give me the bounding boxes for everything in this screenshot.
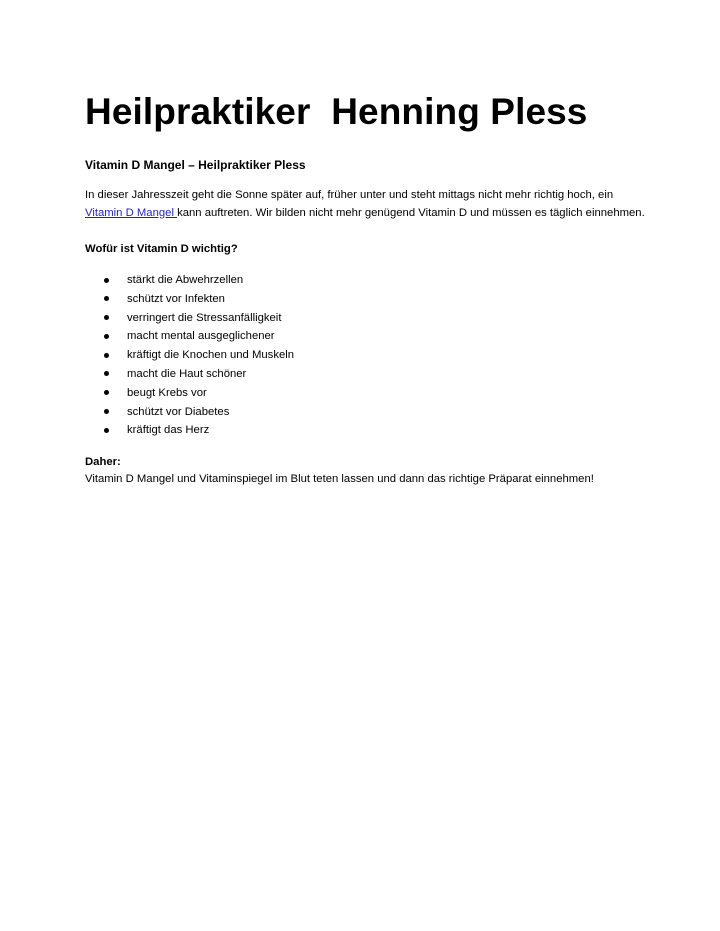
bullet-icon (104, 296, 109, 301)
list-item-text: schützt vor Diabetes (127, 405, 230, 418)
page-title: Heilpraktiker Henning Pless (85, 91, 588, 132)
bullet-icon (104, 428, 109, 433)
list-item-text: macht mental ausgeglichener (127, 330, 275, 343)
list-item (85, 346, 294, 365)
daher-label: Daher: (85, 456, 121, 468)
bullet-icon (104, 409, 109, 414)
list-item-text: kräftigt die Knochen und Muskeln (127, 349, 295, 362)
list-item-text: macht die Haut schöner (127, 367, 247, 380)
bullet-icon (104, 334, 109, 339)
list-item (85, 421, 294, 440)
list-item (85, 327, 294, 346)
list-item (85, 271, 294, 290)
list-item (85, 403, 294, 422)
list-item-text: stärkt die Abwehrzellen (127, 274, 244, 286)
conclusion-text: Vitamin D Mangel und Vitaminspiegel im Blut teten lassen und dann das richtige Präparat einnehmen! (85, 473, 594, 485)
bullet-icon (104, 390, 109, 395)
bullet-icon (104, 353, 109, 358)
list-item-text: beugt Krebs vor (127, 386, 207, 399)
intro-text-after-link: kann auftreten. Wir bilden nicht mehr genügend Vitamin D und müssen es täglich einnehmen. (177, 206, 645, 219)
vitamin-d-mangel-link[interactable]: Vitamin D Mangel (85, 206, 178, 219)
bullet-icon (104, 315, 109, 320)
intro-paragraph (85, 187, 645, 222)
list-item (85, 384, 294, 403)
bullet-icon (104, 371, 109, 376)
intro-text-before-link: In dieser Jahresszeit geht die Sonne später auf, früher unter und steht mittags nicht mehr richtig hoch, ein (85, 189, 614, 201)
why-heading: Wofür ist Vitamin D wichtig? (85, 243, 238, 255)
bullet-icon (104, 278, 109, 283)
article-subtitle: Vitamin D Mangel – Heilpraktiker Pless (85, 158, 306, 172)
list-item (85, 309, 294, 328)
list-item-text: schützt vor Infekten (127, 292, 225, 305)
list-item-text: verringert die Stressanfälligkeit (127, 311, 282, 324)
list-item-text: kräftigt das Herz (127, 424, 210, 437)
benefits-list (85, 271, 294, 440)
list-item (85, 290, 294, 309)
list-item (85, 365, 294, 384)
